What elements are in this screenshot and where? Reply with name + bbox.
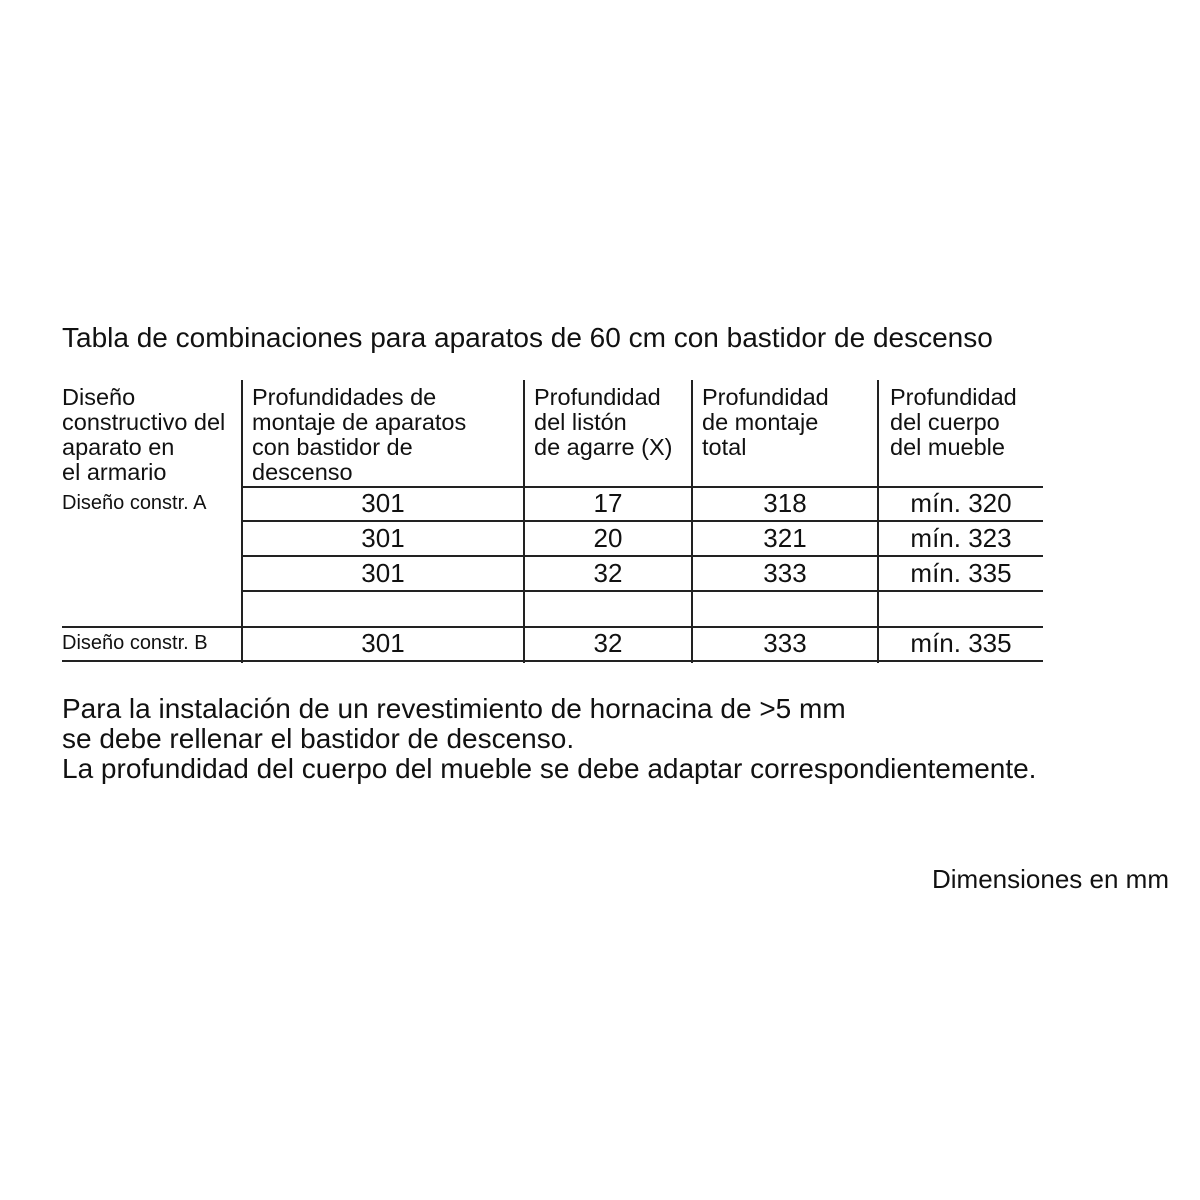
column-header: Profundidad de montaje total — [702, 384, 829, 460]
note-line: se debe rellenar el bastidor de descenso. — [62, 723, 575, 754]
table-cell: 301 — [361, 558, 405, 588]
installation-note — [62, 694, 1036, 784]
table-cell: 20 — [593, 523, 623, 553]
table-title: Tabla de combinaciones para aparatos de 60 cm con bastidor de descenso — [62, 322, 993, 353]
table-cell: 301 — [361, 628, 405, 658]
table-cell: 333 — [763, 628, 807, 658]
row-divider — [62, 660, 1043, 662]
table-cell: 17 — [593, 488, 623, 518]
row-divider — [243, 520, 1043, 522]
note-line: La profundidad del cuerpo del mueble se debe adaptar correspondientemente. — [62, 753, 1037, 784]
column-header: Profundidades de montaje de aparatos con bastidor de descenso — [252, 384, 467, 485]
table-cell: mín. 323 — [910, 523, 1012, 553]
row-divider — [243, 590, 1043, 592]
table-cell: mín. 335 — [910, 558, 1012, 588]
table-cell: 32 — [593, 628, 623, 658]
table-cell: 321 — [763, 523, 807, 553]
table-cell: 333 — [763, 558, 807, 588]
table-cell: 318 — [763, 488, 807, 518]
table-cell: mín. 335 — [910, 628, 1012, 658]
row-label: Diseño constr. B — [62, 632, 208, 654]
table-cell: 301 — [361, 488, 405, 518]
note-line: Para la instalación de un revestimiento de hornacina de >5 mm — [62, 693, 846, 724]
column-header: Diseño constructivo del aparato en el armario — [62, 384, 226, 485]
table-cell: 301 — [361, 523, 405, 553]
row-label: Diseño constr. A — [62, 492, 207, 514]
table-cell: 32 — [593, 558, 623, 588]
table-cell: mín. 320 — [910, 488, 1012, 518]
column-header: Profundidad del listón de agarre (X) — [534, 384, 673, 460]
row-divider — [243, 555, 1043, 557]
unit-note: Dimensiones en mm — [932, 864, 1169, 894]
column-header: Profundidad del cuerpo del mueble — [890, 384, 1017, 460]
